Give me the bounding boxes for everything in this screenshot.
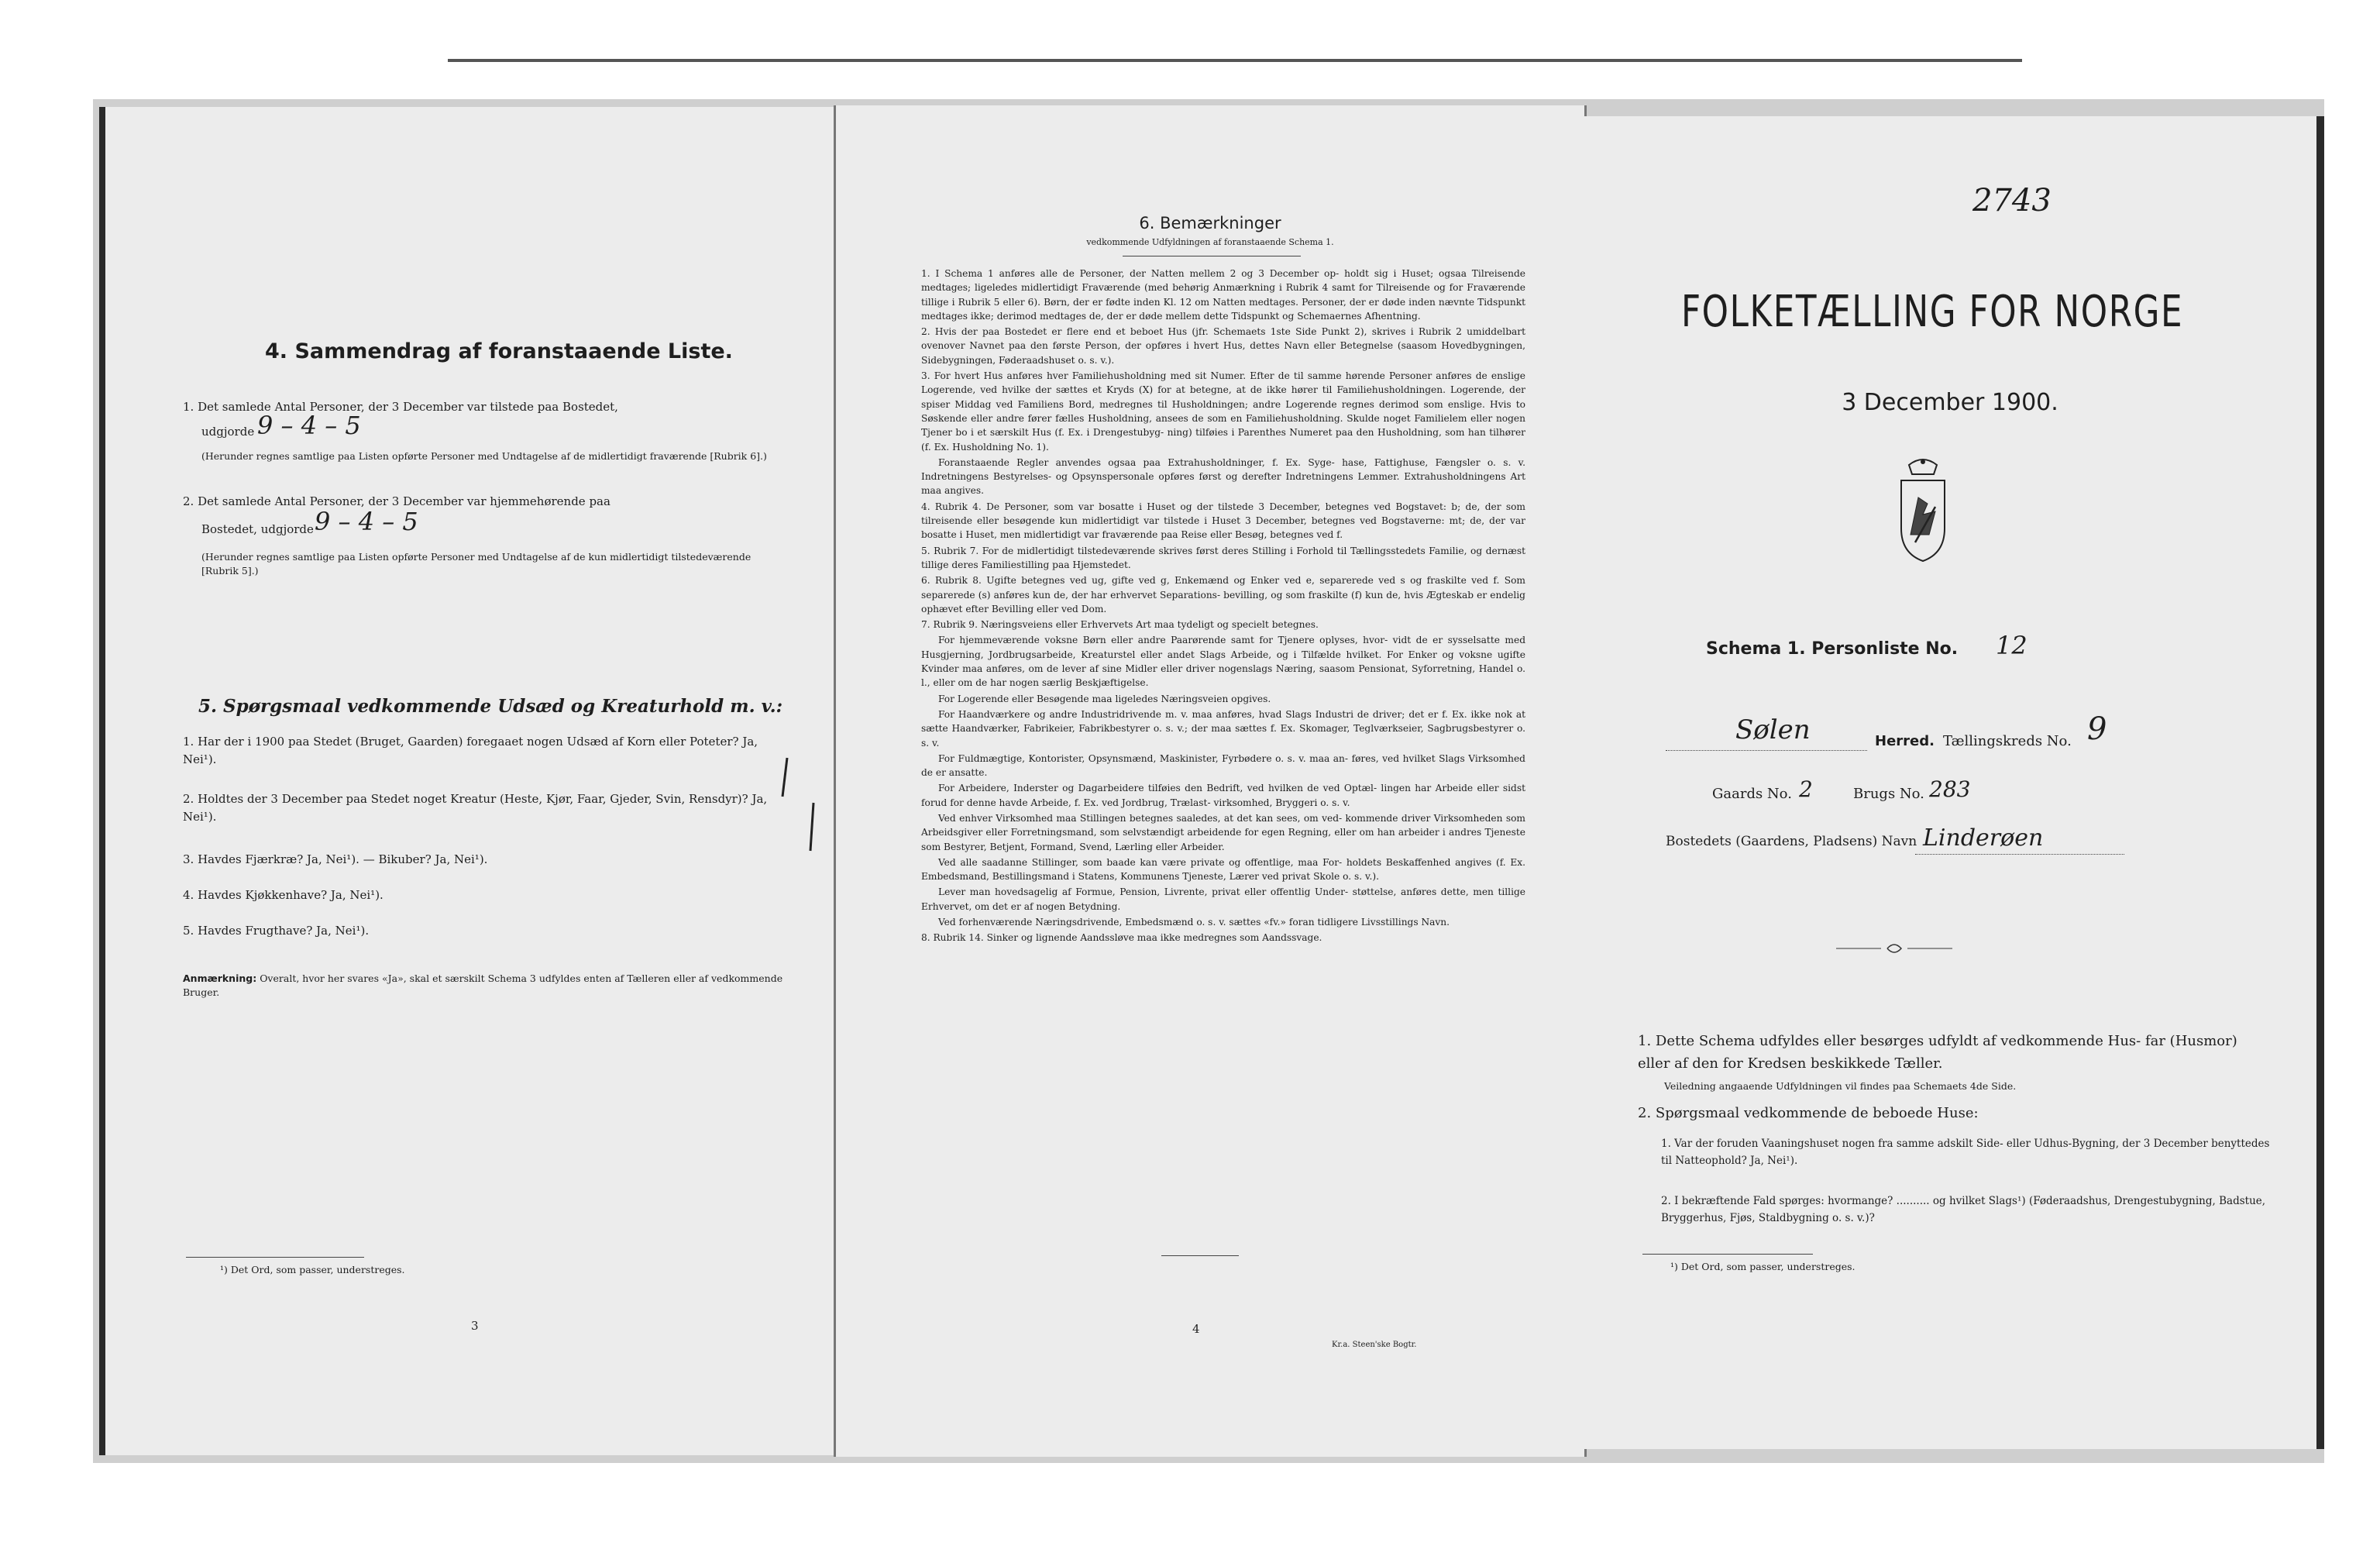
kreds-number: 9 xyxy=(2087,711,2107,747)
remark-paragraph: For hjemmeværende voksne Børn eller andre Paarørende samt for Tjenere oplyses, hvor- vidt de er sysselsatte med Husgjerning, Jordbrugsarbeide, Kreaturstel eller andet Slags Arbeide, og i Tilfælde hvilket. For Enker og voksne ugifte Kvinder maa anføres, om de lever af sine Midler eller driver nogenslags Næring, saasom Pensionat, Syforretning, Handel o. l., eller om de har nogen særlig Beskjæftigelse. xyxy=(921,635,1525,689)
remark-paragraph: 6. Rubrik 8. Ugifte betegnes ved ug, gifte ved g, Enkemænd og Enker ved e, separerede ved s og fraskilte ved f. Som separerede (s) anføres kun de, der har erhvervet Separations- bevilling, og som fraskilte (f) kun de, hvis Ægteskab er endelig ophævet efter Bevilling eller ved Dom. xyxy=(921,575,1525,614)
section5-note xyxy=(183,972,787,1000)
middle-page xyxy=(834,105,1587,1457)
section4-q1: 1. Det samlede Antal Personer, der 3 December var tilstede paa Bostedet, xyxy=(183,400,618,414)
bosted-label: Bostedets (Gaardens, Pladsens) Navn xyxy=(1666,834,1917,849)
ornament-divider xyxy=(1836,941,1952,956)
remark-paragraph: 3. For hvert Hus anføres hver Familiehusholdning med sit Numer. Efter de til samme hørende Personer anføres de enslige Logerende, ved hvilke der sættes et Kryds (X) for at betegne, at de ikke hører til Familiehusholdningen. Logerende, der spiser Middag ved Familiens Bord, medregnes til Husholdningen; andre Logerende regnes derimod som enslige. Hvis to Søskende eller andre fører fælles Husholdning, ansees de som en Familiehusholdning. Skulde noget Familielem eller nogen Tjener bo i et særskilt Hus (f. Ex. i Drengestubyg- ning) tilføies i Parenthes Numeret paa den Husholdning, som han tilhører (f. Ex. Husholdning No. 1). xyxy=(921,370,1525,453)
section4-q2-cont: Bostedet, udgjorde xyxy=(201,522,314,536)
printer-credit: Kr.a. Steen'ske Bogtr. xyxy=(1332,1341,1417,1349)
form-title: FOLKETÆLLING FOR NORGE xyxy=(1681,287,2184,337)
remark-paragraph: Foranstaaende Regler anvendes ogsaa paa Extrahusholdninger, f. Ex. Syge- hase, Fattighuse, Fængsler o. s. v. Indretningens Bestyrelses- og Opsynspersonale opføres først og derefter Indretningens Lemmer. Extrahusholdningens Art maa angives. xyxy=(921,456,1525,497)
right-page xyxy=(1584,116,2324,1449)
footnote-rule xyxy=(186,1257,364,1258)
page-number: 3 xyxy=(471,1319,479,1333)
section4-q1-cont: udgjorde xyxy=(201,425,255,439)
footnote: ¹) Det Ord, som passer, understreges. xyxy=(220,1264,405,1275)
pencil-marks xyxy=(772,750,834,859)
section4-q2: 2. Det samlede Antal Personer, der 3 December var hjemmehørende paa xyxy=(183,494,610,508)
remark-paragraph: 1. I Schema 1 anføres alle de Personer, der Natten mellem 2 og 3 December op- holdt sig i Huset; ogsaa Tilreisende medtages; ligeledes midlertidigt Fraværende (med behørig Anmærkning i Rubrik 4 samt for Tilreisende og for Fraværende tillige i Rubrik 5 eller 6). Børn, der er fødte inden Kl. 12 om Natten medtages. Personer, der er døde inden nævnte Tidspunkt medtages ikke; derimod medtages de, der er døde mellem dette Tidspunkt og Schemaernes Afhentning. xyxy=(921,268,1525,322)
scan-top-line xyxy=(448,59,2022,62)
schema-number: 12 xyxy=(1996,631,2027,660)
remark-paragraph: Ved enhver Virksomhed maa Stillingen betegnes saaledes, at det kan sees, om ved- kommende driver Virksomheden som Arbeidsgiver eller Forretningsmand, som selvstændigt arbeidende for egen Regning, eller om han arbeider i andres Tjeneste som Bestyrer, Betjent, Formand, Svend, Lærling eller Arbeider. xyxy=(921,812,1525,852)
census-date: 3 December 1900. xyxy=(1842,389,2058,416)
brugs-label: Brugs No. xyxy=(1853,786,1924,802)
remark-paragraph: 2. Hvis der paa Bostedet er flere end et beboet Hus (jfr. Schemaets 1ste Side Punkt 2), skrives i Rubrik 2 umiddelbart ovenover Navnet paa den første Person, der opføres i hvert Hus, dettes Navn eller Betegnelse (saasom Hovedbygningen, Sidebygningen, Føderaadshuset o. s. v.). xyxy=(921,326,1525,366)
instruction-1: 1. Dette Schema udfyldes eller besørges udfyldt af vedkommende Hus- far (Husmor) eller af den for Kredsen beskikkede Tæller. xyxy=(1638,1033,2237,1072)
remarks-subtitle: vedkommende Udfyldningen af foranstaaende Schema 1. xyxy=(1086,237,1334,247)
section5-q5: 5. Havdes Frugthave? Ja, Nei¹). xyxy=(183,924,370,938)
instruction-1-note: Veiledning angaaende Udfyldningen vil findes paa Schemaets 4de Side. xyxy=(1664,1080,2017,1092)
section4-q2-note: (Herunder regnes samtlige paa Listen opførte Personer med Undtagelse af de kun midlertidigt tilstedeværende [Rubrik 5].) xyxy=(201,551,751,577)
schema-label: Schema 1. Personliste No. xyxy=(1706,639,1959,659)
gaards-number: 2 xyxy=(1799,776,1813,802)
remark-paragraph: Lever man hovedsagelig af Formue, Pension, Livrente, privat eller offentlig Under- støttelse, anføres dette, men tillige Erhvervet, om det er af nogen Betydning. xyxy=(921,886,1525,912)
footnote: ¹) Det Ord, som passer, understreges. xyxy=(1670,1261,1856,1272)
remark-paragraph: 4. Rubrik 4. De Personer, som var bosatte i Huset og der tilstede 3 December, betegnes ved Bogstavet: b; de, der som tilreisende eller besøgende kun midlertidigt var tilstede i Huset 3 December, betegnes ved Bogstaverne: mt; de, der var bosatte i Huset, men midlertidigt var fraværende paa Reise eller Besøg, betegnes ved f. xyxy=(921,501,1525,541)
archive-number: 2743 xyxy=(1972,183,2052,219)
section4-q1-answer: 9 – 4 – 5 xyxy=(257,411,361,440)
herred-field xyxy=(1666,714,1867,749)
remarks-title: 6. Bemærkninger xyxy=(1139,214,1281,232)
brugs-number: 283 xyxy=(1929,776,1971,802)
remarks-list xyxy=(921,267,1525,947)
footnote-rule xyxy=(1642,1254,1813,1255)
section4-q2-answer: 9 – 4 – 5 xyxy=(315,507,418,536)
instruction-2-q2: 2. I bekræftende Fald spørges: hvormange? .......... og hvilket Slags¹) (Føderaadshus, Drengestubygning, Badstue, Bryggerhus, Fjøs, Staldbygning o. s. v.)? xyxy=(1661,1195,2266,1224)
section4-q1-note: (Herunder regnes samtlige paa Listen opførte Personer med Undtagelse af de midlertidigt fraværende [Rubrik 6].) xyxy=(201,450,767,462)
remark-paragraph: For Haandværkere og andre Industridrivende m. v. maa anføres, hvad Slags Industri de driver; det er f. Ex. ikke nok at sætte Haandværker, Fabrikeier, Fabrikbestyrer o. s. v.; der maa sættes f. Ex. Skomager, Teglværkseier, Sagbrugsbestyrer o. s. v. xyxy=(921,708,1525,749)
remark-paragraph: For Fuldmægtige, Kontorister, Opsynsmænd, Maskinister, Fyrbødere o. s. v. maa an- føres, ved hvilket Slags Virksomhed de er ansatte. xyxy=(921,752,1525,779)
remark-paragraph: Ved alle saadanne Stillinger, som baade kan være private og offentlige, maa For- holdets Beskaffenhed angives (f. Ex. Embedsmand, Bestillingsmand i Statens, Kommunens Tjeneste, Lærer ved privat Skole o. s. v.). xyxy=(921,856,1525,883)
bosted-value: Linderøen xyxy=(1923,824,2044,852)
end-rule xyxy=(1161,1255,1239,1256)
coat-of-arms-icon xyxy=(1892,457,1954,566)
gaards-label: Gaards No. xyxy=(1712,786,1792,802)
instruction-2: 2. Spørgsmaal vedkommende de beboede Huse: xyxy=(1638,1105,1979,1121)
remark-paragraph: Ved forhenværende Næringsdrivende, Embedsmænd o. s. v. sættes «fv.» foran tidligere Livsstillings Navn. xyxy=(938,917,1450,928)
section5-q1: 1. Har der i 1900 paa Stedet (Bruget, Gaarden) foregaaet nogen Udsæd af Korn eller Poteter? Ja, Nei¹). xyxy=(183,735,758,767)
remark-paragraph: 8. Rubrik 14. Sinker og lignende Aandssløve maa ikke medregnes som Aandssvage. xyxy=(921,932,1322,944)
page-number: 4 xyxy=(1192,1322,1200,1336)
section5-q2: 2. Holdtes der 3 December paa Stedet noget Kreatur (Heste, Kjør, Faar, Gjeder, Svin, Rensdyr)? Ja, Nei¹). xyxy=(183,792,768,824)
note-label: Anmærkning: xyxy=(183,972,257,984)
left-page xyxy=(99,107,834,1455)
remark-paragraph: For Logerende eller Besøgende maa ligeledes Næringsveien opgives. xyxy=(938,693,1271,704)
note-text: Overalt, hvor her svares «Ja», skal et særskilt Schema 3 udfyldes enten af Tælleren eller af vedkommende Bruger. xyxy=(183,972,783,999)
remark-paragraph: 7. Rubrik 9. Næringsveiens eller Erhvervets Art maa tydeligt og specielt betegnes. xyxy=(921,619,1319,631)
herred-value: Sølen xyxy=(1735,714,1811,745)
herred-label: Herred. xyxy=(1875,733,1935,749)
remark-paragraph: For Arbeidere, Inderster og Dagarbeidere tilføies den Bedrift, ved hvilken de ved Optæl- lingen har Arbeide eller sidst forud for denne havde Arbeide, f. Ex. ved Jordbrug, Trælast- virksomhed, Bryggeri o. s. v. xyxy=(921,783,1525,808)
section5-q4: 4. Havdes Kjøkkenhave? Ja, Nei¹). xyxy=(183,888,383,902)
kreds-label: Tællingskreds No. xyxy=(1943,733,2072,749)
bosted-underline xyxy=(1915,854,2124,855)
instruction-2-q1: 1. Var der foruden Vaaningshuset nogen fra samme adskilt Side- eller Udhus-Bygning, der 3 December benyttedes til Natteophold? Ja, Nei¹). xyxy=(1661,1138,2270,1167)
section5-title: 5. Spørgsmaal vedkommende Udsæd og Kreaturhold m. v.: xyxy=(198,696,783,717)
remark-paragraph: 5. Rubrik 7. For de midlertidigt tilstedeværende skrives først deres Stilling i Forhold til Tællingsstedets Familie, og dernæst tillige deres Familiestilling paa Hjemstedet. xyxy=(921,545,1525,570)
section5-q3: 3. Havdes Fjærkræ? Ja, Nei¹). — Bikuber? Ja, Nei¹). xyxy=(183,852,488,866)
section4-title: 4. Sammendrag af foranstaaende Liste. xyxy=(265,339,733,363)
